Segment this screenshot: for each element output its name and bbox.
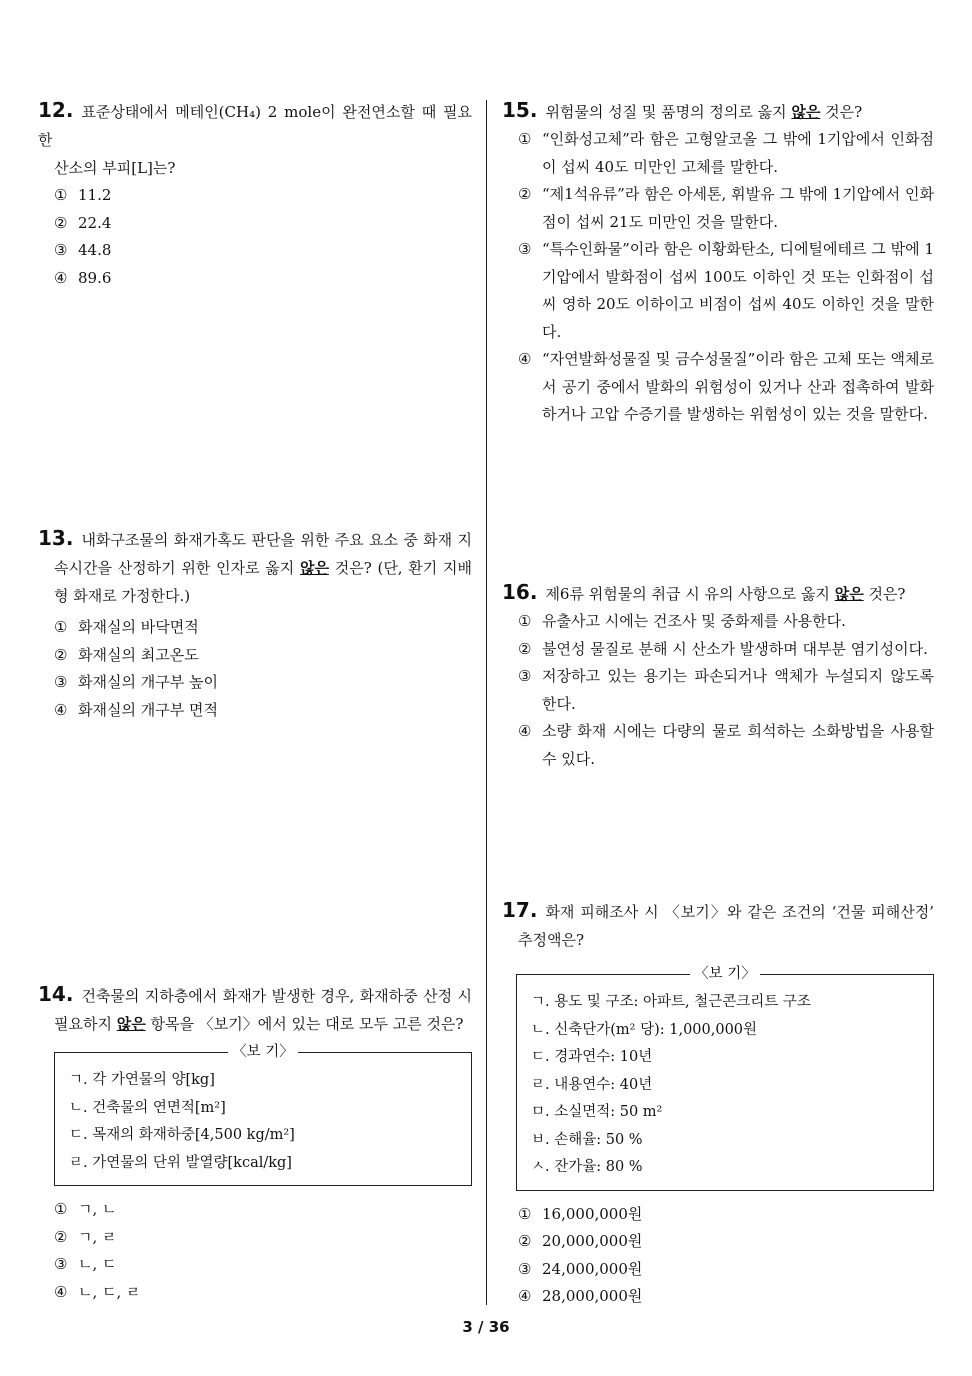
- emphasis-not: 않은: [116, 1015, 146, 1033]
- question-15: [502, 96, 934, 429]
- box-item: ㅂ. 손해율: 50 %: [531, 1131, 643, 1148]
- q12-option-3[interactable]: ③ 44.8: [54, 241, 112, 259]
- emphasis-not: 않은: [834, 585, 864, 603]
- q16-option-1[interactable]: ① 유출사고 시에는 건조사 및 중화제를 사용한다.: [518, 612, 846, 630]
- example-box: [516, 966, 934, 1191]
- question-number: 12.: [38, 98, 74, 122]
- q17-option-2[interactable]: ② 20,000,000원: [518, 1232, 643, 1250]
- box-item: ㄱ. 용도 및 구조: 아파트, 철근콘크리트 구조: [531, 994, 811, 1010]
- example-box-title: 〈보 기〉: [690, 966, 760, 982]
- box-item: ㅅ. 잔가율: 80 %: [531, 1159, 643, 1175]
- question-number: 16.: [502, 580, 538, 604]
- question-13: [38, 524, 472, 724]
- page-number: 3 / 36: [462, 1318, 510, 1336]
- question-15-stem: 15. 위험물의 성질 및 품명의 정의로 옳지 않은 것은?: [502, 98, 863, 122]
- q15-option-1[interactable]: ① “인화성고체”라 함은 고형알코올 그 밖에 1기압에서 인화점이 섭씨 40도 미만인 고체를 말한다.: [518, 130, 934, 176]
- q16-option-3[interactable]: ③ 저장하고 있는 용기는 파손되거나 액체가 누설되지 않도록 한다.: [518, 667, 934, 713]
- q16-option-4[interactable]: ④ 소량 화재 시에는 다량의 물로 희석하는 소화방법을 사용할 수 있다.: [518, 722, 934, 768]
- column-divider: [486, 100, 487, 1305]
- q17-option-4[interactable]: ④ 28,000,000원: [518, 1287, 643, 1305]
- q12-option-1[interactable]: ① 11.2: [54, 186, 112, 204]
- question-14: [38, 980, 472, 1306]
- q17-option-1[interactable]: ① 16,000,000원: [518, 1204, 643, 1223]
- question-12-text-line1: 표준상태에서 메테인(CH₄) 2 mole이 완전연소할 때 필요한: [38, 103, 472, 149]
- example-box-title: 〈보 기〉: [228, 1044, 298, 1060]
- q15-option-4[interactable]: ④ “자연발화성물질 및 금수성물질”이라 함은 고체 또는 액체로서 공기 중에서 발화의 위험성이 있거나 산과 접촉하여 발화하거나 고압 수증기를 발생하는 위험성이 있는 것을 말한다.: [518, 350, 934, 423]
- question-number: 17.: [502, 898, 538, 922]
- q12-option-2[interactable]: ② 22.4: [54, 213, 112, 232]
- emphasis-not: 않은: [300, 559, 329, 577]
- example-box: [54, 1044, 472, 1186]
- question-16-stem: 16. 제6류 위험물의 취급 시 유의 사항으로 옳지 않은 것은?: [502, 580, 906, 604]
- box-item: ㄷ. 목재의 화재하중[4,500 kg/m²]: [69, 1127, 295, 1143]
- q15-option-2[interactable]: ② “제1석유류”라 함은 아세톤, 휘발유 그 밖에 1기압에서 인화점이 섭씨 21도 미만인 것을 말한다.: [518, 185, 934, 231]
- q12-option-4[interactable]: ④ 89.6: [54, 268, 112, 287]
- question-12-stem: [38, 96, 472, 154]
- question-17-stem: 17. 화재 피해조사 시 〈보기〉와 같은 조건의 ‘건물 피해산정’ 추정액은?: [502, 898, 934, 949]
- q14-option-1[interactable]: ① ㄱ, ㄴ: [54, 1200, 117, 1218]
- question-14-stem: 14. 건축물의 지하층에서 화재가 발생한 경우, 화재하중 산정 시 필요하지 않은 항목을 〈보기〉에서 있는 대로 모두 고른 것은?: [38, 982, 472, 1033]
- q13-option-1[interactable]: ① 화재실의 바닥면적: [54, 618, 199, 636]
- question-number: 15.: [502, 98, 538, 122]
- box-item: ㄴ. 신축단가(m² 당): 1,000,000원: [531, 1021, 758, 1038]
- question-number: 14.: [38, 982, 74, 1006]
- q13-option-3[interactable]: ③ 화재실의 개구부 높이: [54, 673, 218, 691]
- q13-option-4[interactable]: ④ 화재실의 개구부 면적: [54, 700, 218, 719]
- question-12-text-line2: 산소의 부피[L]는?: [54, 159, 176, 177]
- question-17: [502, 896, 934, 1311]
- q14-option-3[interactable]: ③ ㄴ, ㄷ: [54, 1255, 117, 1273]
- box-item: ㄹ. 내용연수: 40년: [531, 1076, 653, 1093]
- box-item: ㅁ. 소실면적: 50 m²: [531, 1104, 663, 1120]
- question-13-stem: 13. 내화구조물의 화재가혹도 판단을 위한 주요 요소 중 화재 지속시간을 산정하기 위한 인자로 옳지 않은 것은? (단, 환기 지배형 화재로 가정한다.): [38, 526, 472, 605]
- q17-option-3[interactable]: ③ 24,000,000원: [518, 1259, 643, 1278]
- question-12: [38, 96, 472, 292]
- q14-option-4[interactable]: ④ ㄴ, ㄷ, ㄹ: [54, 1282, 141, 1301]
- question-number: 13.: [38, 526, 74, 550]
- box-item: ㄹ. 가연물의 단위 발열량[kcal/kg]: [69, 1154, 292, 1171]
- emphasis-not: 않은: [791, 103, 821, 121]
- box-item: ㄱ. 각 가연물의 양[kg]: [69, 1072, 215, 1088]
- box-item: ㄴ. 건축물의 연면적[m²]: [69, 1099, 226, 1116]
- q15-option-3[interactable]: ③ “특수인화물”이라 함은 이황화탄소, 디에틸에테르 그 밖에 1기압에서 발화점이 섭씨 100도 이하인 것 또는 인화점이 섭씨 영하 20도 이하이고 비점이 섭씨 40도 이하인 것을 말한다.: [518, 240, 934, 341]
- box-item: ㄷ. 경과연수: 10년: [531, 1049, 653, 1065]
- q16-option-2[interactable]: ② 불연성 물질로 분해 시 산소가 발생하며 대부분 염기성이다.: [518, 639, 928, 658]
- question-16: [502, 578, 934, 773]
- q13-option-2[interactable]: ② 화재실의 최고온도: [54, 645, 199, 664]
- q14-option-2[interactable]: ② ㄱ, ㄹ: [54, 1227, 117, 1246]
